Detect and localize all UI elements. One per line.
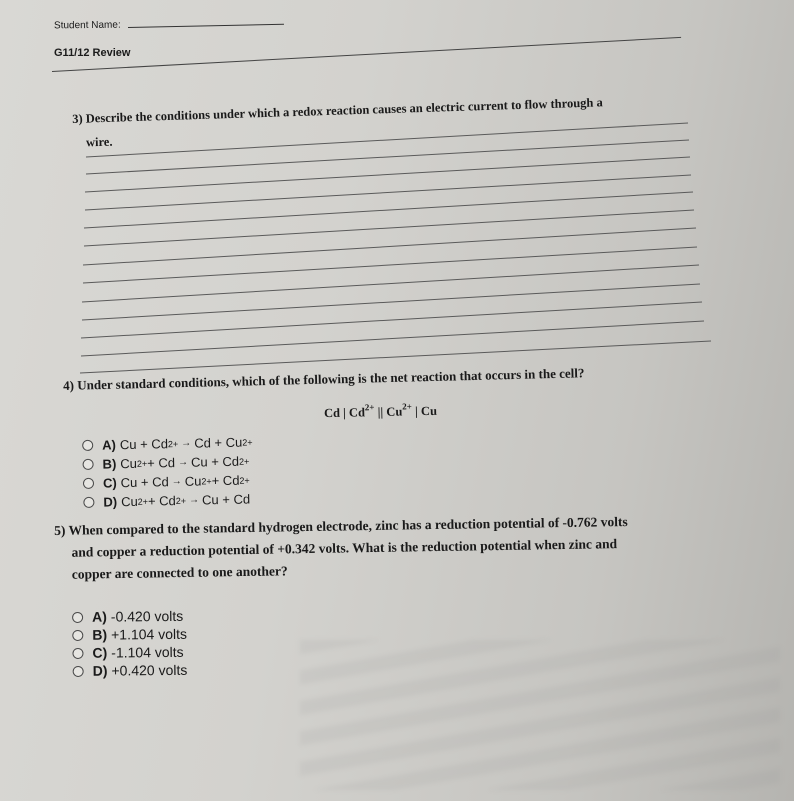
q5-option-c[interactable]: C) -1.104 volts	[72, 643, 187, 662]
radio-button[interactable]	[72, 647, 83, 658]
question-5-text	[54, 509, 745, 586]
answer-line	[82, 284, 700, 320]
cell-notation	[323, 401, 438, 421]
question-5-line2: and copper a reduction potential of +0.342 volts. What is the reduction potential when zinc and	[71, 536, 618, 560]
answer-line	[81, 302, 702, 338]
answer-line	[86, 140, 689, 174]
radio-button[interactable]	[72, 629, 83, 640]
answer-line	[84, 210, 694, 246]
reaction-arrow-icon: →	[181, 437, 192, 449]
question-5-line3: copper are connected to one another?	[71, 563, 288, 582]
question-4-options	[82, 432, 254, 512]
radio-button[interactable]	[82, 440, 93, 451]
cell-cathode-charge: 2+	[402, 401, 412, 412]
question-3-line1: Describe the conditions under which a redox reaction causes an electric current to flow through a	[85, 95, 603, 126]
q5-option-d[interactable]: D) +0.420 volts	[73, 661, 188, 680]
student-name-label: Student Name:	[53, 19, 121, 32]
q4-option-c[interactable]: C) Cu + Cd → Cu 2+ + Cd 2+	[83, 470, 254, 493]
question-5-line1: When compared to the standard hydrogen electrode, zinc has a reduction potential of -0.762 volts	[68, 513, 628, 538]
question-5-number: 5)	[54, 522, 66, 538]
q5-option-a[interactable]: A) -0.420 volts	[72, 607, 187, 626]
answer-line	[81, 321, 704, 356]
answer-line	[85, 175, 691, 210]
answer-line	[83, 247, 697, 283]
answer-line	[86, 123, 688, 157]
question-3-line2: wire.	[85, 134, 113, 150]
q4-option-d[interactable]: D) Cu 2+ + Cd 2+ → Cu + Cd	[83, 489, 254, 512]
reaction-arrow-icon: →	[188, 494, 200, 506]
cell-cathode: | Cu	[411, 403, 438, 419]
cell-anode-charge: 2+	[364, 402, 375, 413]
question-4-number: 4)	[63, 377, 75, 393]
q4-option-b[interactable]: B) Cu 2+ + Cd → Cu + Cd 2+	[82, 451, 253, 474]
question-3-number: 3)	[72, 111, 83, 126]
radio-button[interactable]	[83, 497, 94, 508]
answer-line	[83, 228, 696, 265]
reaction-arrow-icon: →	[177, 456, 189, 468]
q4-option-a[interactable]: A) Cu + Cd 2+ → Cd + Cu 2+	[82, 432, 253, 455]
cell-cathode-ion: || Cu	[374, 404, 403, 420]
review-title: G11/12 Review	[54, 47, 131, 59]
radio-button[interactable]	[72, 611, 83, 622]
answer-line	[84, 192, 693, 228]
cell-anode: Cd | Cd	[323, 405, 366, 421]
question-4-prompt: Under standard conditions, which of the following is the net reaction that occurs in the cell?	[77, 365, 585, 393]
radio-button[interactable]	[73, 665, 84, 676]
q5-option-b[interactable]: B) +1.104 volts	[72, 625, 187, 644]
reaction-arrow-icon: →	[171, 475, 182, 488]
radio-button[interactable]	[83, 478, 94, 489]
question-5-options	[72, 607, 187, 680]
answer-line	[82, 265, 699, 302]
answer-line	[85, 157, 690, 192]
radio-button[interactable]	[82, 459, 93, 470]
